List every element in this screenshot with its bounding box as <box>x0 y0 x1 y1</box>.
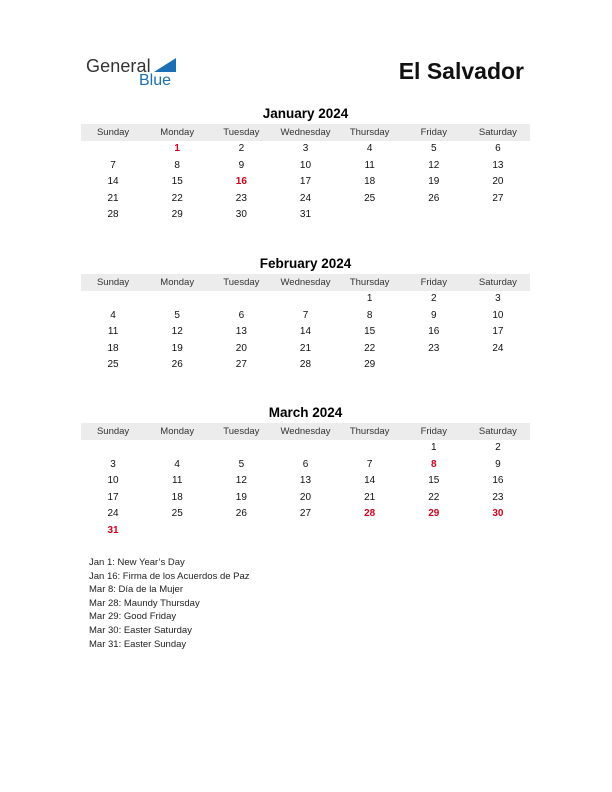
weekday-label: Saturday <box>478 127 517 138</box>
weekday-label: Wednesday <box>280 277 331 288</box>
weekday-header <box>81 423 530 440</box>
day-cell: 22 <box>428 491 440 503</box>
day-cell: 6 <box>302 458 309 470</box>
week-row <box>81 191 530 208</box>
weekday-label: Friday <box>420 127 447 138</box>
day-cell <box>81 141 145 158</box>
day-cell <box>402 357 466 374</box>
day-cell: 28 <box>299 359 312 370</box>
day-cell: 29 <box>171 209 183 220</box>
day-cell: 16 <box>428 326 440 337</box>
day-cell: 24 <box>492 342 504 354</box>
day-cell: 6 <box>238 309 245 321</box>
day-cell: 3 <box>495 293 501 304</box>
week-row <box>81 324 530 341</box>
day-cell: 23 <box>428 342 440 354</box>
week-row <box>81 357 530 374</box>
day-cell <box>338 440 402 457</box>
day-cell <box>145 440 209 457</box>
holiday-day-cell: 1 <box>174 143 180 154</box>
month-title: February 2024 <box>259 256 352 271</box>
day-cell: 19 <box>171 342 183 354</box>
day-cell: 26 <box>171 359 183 370</box>
day-cell <box>466 207 530 224</box>
week-row <box>81 141 530 158</box>
week-row <box>81 174 530 191</box>
weekday-label: Sunday <box>96 127 130 138</box>
day-cell: 4 <box>174 458 180 470</box>
day-cell: 15 <box>171 176 183 187</box>
weekday-label: Thursday <box>349 127 390 138</box>
weekday-label: Friday <box>420 277 447 288</box>
day-cell: 27 <box>299 508 312 519</box>
day-cell: 11 <box>107 326 119 337</box>
day-cell: 20 <box>492 176 504 187</box>
holiday-entry: Mar 28: Maundy Thursday <box>89 597 200 609</box>
day-cell: 21 <box>107 192 119 204</box>
month-title: March 2024 <box>268 405 343 420</box>
week-row <box>81 440 530 457</box>
holiday-day-cell: 28 <box>364 508 376 519</box>
day-cell <box>338 523 402 540</box>
day-cell: 5 <box>174 309 180 321</box>
month-calendar <box>81 405 530 539</box>
holiday-entry: Jan 16: Firma de los Acuerdos de Paz <box>89 570 250 582</box>
weekday-label: Wednesday <box>280 127 331 138</box>
day-cell <box>209 523 273 540</box>
week-row <box>81 291 530 308</box>
weekday-label: Monday <box>160 277 195 288</box>
holiday-entry: Mar 30: Easter Saturday <box>89 624 192 636</box>
weekday-label: Tuesday <box>223 426 260 437</box>
logo-text-blue: Blue <box>139 72 172 89</box>
day-cell: 5 <box>238 458 245 470</box>
logo-text-general: General <box>86 56 151 76</box>
holiday-day-cell: 29 <box>428 508 440 519</box>
holiday-day-cell: 30 <box>492 508 504 519</box>
day-cell: 4 <box>110 309 116 321</box>
day-cell: 11 <box>364 159 375 171</box>
day-cell: 17 <box>299 176 312 187</box>
day-cell: 9 <box>495 458 501 470</box>
holiday-entry: Mar 31: Easter Sunday <box>89 638 187 650</box>
day-cell: 2 <box>238 143 245 154</box>
holiday-entry: Jan 1: New Year’s Day <box>89 557 185 568</box>
day-cell: 16 <box>492 475 504 486</box>
day-cell: 20 <box>299 491 312 503</box>
day-cell: 8 <box>174 159 180 171</box>
country-title: El Salvador <box>398 58 524 84</box>
weekday-header <box>81 124 530 141</box>
day-cell <box>402 207 466 224</box>
day-cell: 21 <box>299 342 312 354</box>
day-cell: 23 <box>492 491 504 503</box>
weekday-label: Wednesday <box>280 426 331 437</box>
day-cell: 17 <box>492 326 504 337</box>
day-cell <box>273 523 337 540</box>
day-cell: 12 <box>235 475 247 486</box>
week-row <box>81 490 530 507</box>
month-title: January 2024 <box>262 106 349 121</box>
day-cell <box>145 291 209 308</box>
weekday-header <box>81 274 530 291</box>
day-cell: 19 <box>235 491 247 503</box>
weekday-label: Monday <box>160 426 195 437</box>
day-cell <box>466 523 530 540</box>
day-cell: 6 <box>495 143 501 154</box>
day-cell: 29 <box>364 359 376 370</box>
day-cell <box>273 440 337 457</box>
day-cell: 9 <box>238 159 245 171</box>
weekday-label: Thursday <box>349 277 390 288</box>
week-row <box>81 506 530 523</box>
day-cell <box>338 207 402 224</box>
day-cell: 7 <box>110 159 116 171</box>
day-cell: 27 <box>492 192 504 204</box>
day-cell: 12 <box>428 159 440 171</box>
holiday-day-cell: 31 <box>107 524 119 536</box>
weekday-label: Friday <box>420 426 447 437</box>
day-cell <box>466 357 530 374</box>
day-cell: 18 <box>171 491 183 503</box>
day-cell: 1 <box>366 293 373 304</box>
weekday-label: Thursday <box>349 426 390 437</box>
month-calendar <box>81 106 530 224</box>
day-cell: 18 <box>107 342 119 354</box>
day-cell: 13 <box>299 475 312 486</box>
day-cell: 17 <box>107 491 119 503</box>
day-cell: 25 <box>107 359 119 370</box>
day-cell <box>81 440 145 457</box>
day-cell: 1 <box>430 442 437 453</box>
day-cell: 30 <box>235 209 247 220</box>
day-cell: 31 <box>299 209 312 220</box>
day-cell: 28 <box>107 209 119 220</box>
day-cell: 4 <box>366 143 373 154</box>
weekday-label: Sunday <box>96 277 130 288</box>
day-cell: 26 <box>428 192 440 204</box>
week-row <box>81 473 530 490</box>
day-cell <box>273 291 337 308</box>
day-cell: 10 <box>299 159 312 171</box>
weekday-label: Tuesday <box>223 127 260 138</box>
day-cell: 22 <box>171 192 183 204</box>
day-cell: 12 <box>171 326 183 337</box>
week-row <box>81 308 530 325</box>
day-cell: 24 <box>299 192 312 204</box>
day-cell: 14 <box>364 475 376 486</box>
day-cell: 3 <box>110 458 116 470</box>
day-cell <box>145 523 209 540</box>
day-cell: 15 <box>364 326 376 337</box>
day-cell: 20 <box>235 342 247 354</box>
week-row <box>81 207 530 224</box>
day-cell: 24 <box>107 508 119 519</box>
day-cell: 14 <box>299 326 312 337</box>
day-cell: 19 <box>428 176 440 187</box>
day-cell: 10 <box>107 475 119 486</box>
holiday-day-cell: 8 <box>430 458 437 470</box>
day-cell: 3 <box>302 143 309 154</box>
day-cell: 8 <box>366 309 373 321</box>
day-cell: 14 <box>107 176 119 187</box>
day-cell: 2 <box>430 293 437 304</box>
day-cell <box>209 440 273 457</box>
day-cell: 5 <box>430 143 437 154</box>
holiday-list <box>89 556 250 651</box>
holiday-day-cell: 16 <box>235 176 247 187</box>
weekday-label: Sunday <box>96 426 130 437</box>
day-cell: 13 <box>235 326 247 337</box>
day-cell <box>81 291 145 308</box>
day-cell: 26 <box>235 508 247 519</box>
weekday-label: Saturday <box>478 277 517 288</box>
day-cell <box>402 523 466 540</box>
day-cell: 7 <box>302 309 309 321</box>
day-cell: 22 <box>364 342 376 354</box>
day-cell: 21 <box>364 491 376 503</box>
weekday-label: Tuesday <box>223 277 260 288</box>
day-cell: 7 <box>366 458 373 470</box>
day-cell: 13 <box>492 159 504 171</box>
day-cell: 15 <box>428 475 440 486</box>
logo-triangle-icon <box>154 58 176 72</box>
week-row <box>81 158 530 175</box>
day-cell: 27 <box>235 359 247 370</box>
day-cell: 11 <box>172 475 183 486</box>
day-cell: 25 <box>171 508 183 519</box>
month-calendar <box>81 256 530 374</box>
brand-logo <box>86 56 186 92</box>
week-row <box>81 523 530 540</box>
week-row <box>81 457 530 474</box>
day-cell <box>209 291 273 308</box>
day-cell: 10 <box>492 309 504 321</box>
week-row <box>81 341 530 358</box>
weekday-label: Monday <box>160 127 195 138</box>
day-cell: 23 <box>235 192 247 204</box>
holiday-entry: Mar 8: Día de la Mujer <box>89 584 183 596</box>
day-cell: 18 <box>364 176 376 187</box>
day-cell: 9 <box>430 309 437 321</box>
day-cell: 2 <box>495 442 501 453</box>
weekday-label: Saturday <box>478 426 517 437</box>
day-cell: 25 <box>364 192 376 204</box>
holiday-entry: Mar 29: Good Friday <box>89 611 177 623</box>
